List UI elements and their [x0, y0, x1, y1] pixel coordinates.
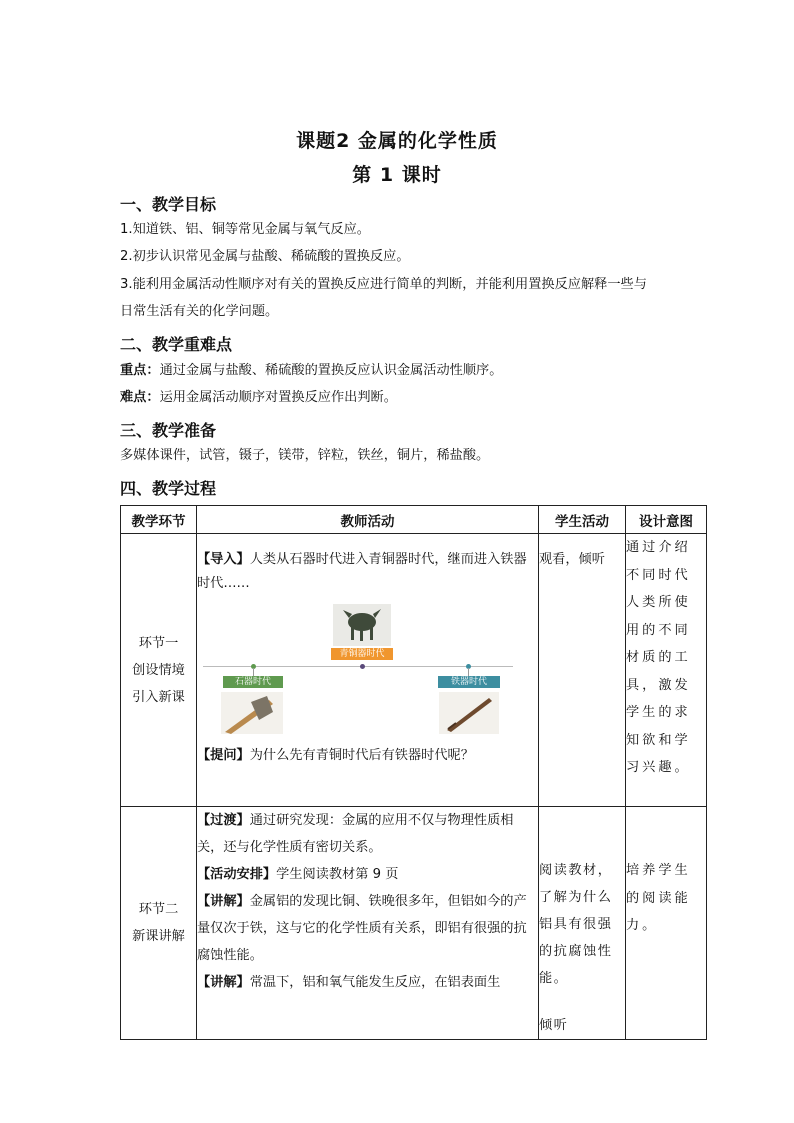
- bronze-age-dot: [360, 664, 365, 669]
- design-cell-2: [626, 807, 707, 1040]
- transition-label: 【过渡】: [197, 813, 250, 828]
- table-row: [121, 807, 707, 1040]
- teacher-cell-2: [197, 807, 539, 1040]
- lesson-title: 课题2 金属的化学性质: [296, 130, 498, 152]
- table-row: [121, 534, 707, 807]
- activity-paragraph: [197, 861, 538, 888]
- lecture-paragraph-2: [197, 969, 538, 996]
- student-activity-2: 阅读教材，了解为什么铝具有很强的抗腐蚀性能。: [539, 863, 613, 986]
- intro-paragraph: [197, 548, 538, 596]
- stone-stem: [253, 668, 254, 676]
- activity-label: 【活动安排】: [197, 867, 277, 882]
- era-timeline: [203, 600, 513, 740]
- bronze-age-tag: 青铜器时代: [331, 648, 393, 660]
- intro-label: 【导入】: [197, 552, 250, 567]
- student-cell-1: [539, 534, 626, 807]
- iron-age-tag: 铁器时代: [438, 676, 500, 688]
- question-label: 【提问】: [197, 748, 250, 763]
- stage-line: 环节一: [138, 635, 179, 651]
- goal-3: 3.能利用金属活动性顺序对有关的置换反应进行简单的判断，并能利用置换反应解释一些与: [120, 277, 647, 292]
- lecture-label: 【讲解】: [197, 894, 250, 909]
- stage-cell-1: [121, 534, 197, 807]
- header-design: 设计意图: [626, 506, 707, 534]
- goals-heading: 一、教学目标: [120, 195, 217, 214]
- stone-age-tag: 石器时代: [223, 676, 283, 688]
- table-header-row: [121, 506, 707, 534]
- design-intent-2: 培养学生的阅读能力。: [626, 863, 691, 933]
- student-activity-3: 倾听: [539, 1018, 569, 1033]
- activity-text: 学生阅读教材第 9 页: [276, 867, 399, 882]
- stage-line: 新课讲解: [132, 929, 185, 944]
- difficult-text: 运用金属活动顺序对置换反应作出判断。: [159, 390, 397, 405]
- lesson-subtitle: 第 1 课时: [352, 164, 442, 186]
- header-teacher: 教师活动: [197, 506, 539, 534]
- intro-text: 人类从石器时代进入青铜器时代，继而进入铁器时代……: [197, 552, 527, 591]
- goal-2: 2.初步认识常见金属与盐酸、稀硫酸的置换反应。: [120, 249, 410, 264]
- key-text: 通过金属与盐酸、稀硫酸的置换反应认识金属活动性顺序。: [159, 363, 503, 378]
- header-student: 学生活动: [539, 506, 626, 534]
- difficult-point: [120, 388, 397, 408]
- teacher-cell-1: [197, 534, 539, 807]
- stage-line: 创设情境: [132, 662, 185, 678]
- teaching-process-table: [120, 505, 707, 1040]
- design-intent-1: 通过介绍不同时代人类所使用的不同材质的工具，激发学生的求知欲和学习兴趣。: [626, 540, 691, 775]
- bronze-vessel-image: [333, 604, 391, 646]
- transition-text: 通过研究发现：金属的应用不仅与物理性质相关，还与化学性质有密切关系。: [197, 813, 514, 855]
- question-text: 为什么先有青铜时代后有铁器时代呢？: [249, 748, 474, 763]
- question-paragraph: [197, 744, 538, 768]
- key-point: [120, 361, 502, 381]
- iron-stem: [468, 668, 469, 676]
- stone-axe-image: [221, 692, 283, 734]
- lecture-text: 常温下，铝和氧气能发生反应，在铝表面生: [249, 975, 501, 990]
- difficult-label: 难点：: [120, 390, 160, 405]
- lecture-paragraph-1: [197, 888, 538, 969]
- design-cell-1: [626, 534, 707, 807]
- lecture-label: 【讲解】: [197, 975, 250, 990]
- transition-paragraph: [197, 807, 538, 861]
- header-stage: 教学环节: [121, 506, 197, 534]
- goal-3-cont: 日常生活有关的化学问题。: [120, 304, 279, 319]
- lecture-text: 金属铝的发现比铜、铁晚很多年，但铝如今的产量仅次于铁，这与它的化学性质有关系，即铝有很强的抗腐蚀性能。: [197, 894, 527, 963]
- stage-line: 环节二: [138, 902, 179, 917]
- student-cell-2: [539, 807, 626, 1040]
- iron-sword-image: [439, 692, 499, 734]
- prep-heading: 三、教学准备: [120, 421, 217, 440]
- goal-1: 1.知道铁、铝、铜等常见金属与氧气反应。: [120, 222, 370, 237]
- process-heading: 四、教学过程: [120, 479, 217, 498]
- key-heading: 二、教学重难点: [120, 335, 233, 354]
- stage-line: 引入新课: [132, 689, 185, 705]
- key-label: 重点：: [120, 363, 160, 378]
- student-activity-1: 观看，倾听: [539, 552, 605, 567]
- prep-text: 多媒体课件，试管，镊子，镁带，锌粒，铁丝，铜片，稀盐酸。: [120, 448, 490, 463]
- stage-cell-2: [121, 807, 197, 1040]
